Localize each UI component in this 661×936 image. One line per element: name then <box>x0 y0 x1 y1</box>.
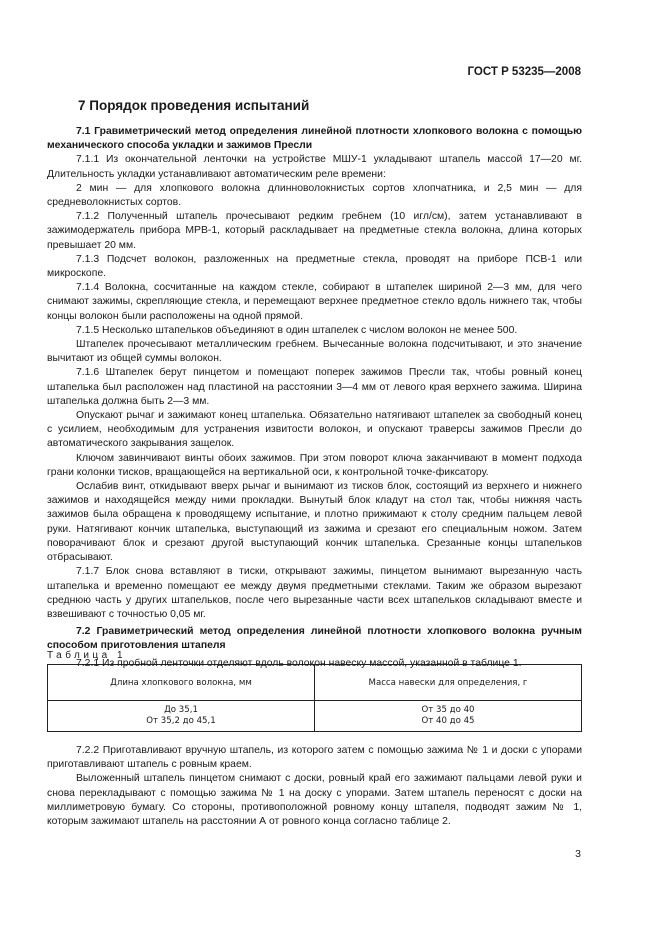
table-header-cell: Масса навески для определения, г <box>315 665 582 701</box>
section-title: 7 Порядок проведения испытаний <box>78 98 310 113</box>
paragraph: 7.1.6 Штапелек берут пинцетом и помещают поперек зажимов Пресли так, чтобы ровный конец штапелька был расположен над пластиной на расстоянии 3—4 мм от левого края верхнего зажима. Ширина штапелька должна быть 2—3 мм. <box>47 367 582 407</box>
subsection-heading-7-2: 7.2 Гравиметрический метод определения линейной плотности хлопкового волокна ручным способом приготовления штапеля <box>47 626 582 652</box>
table-cell <box>315 701 582 732</box>
paragraph: Ослабив винт, откидывают вверх рычаг и вынимают из тисков блок, состоящий из верхнего и нижнего зажимов и находящейся между ними прокладки. Вынутый блок кладут на стол так, чтобы нижняя часть зажимов была обращена к проводящему испытание, и плотно прижимают к столу средним пальцем левой руки. Натягивают кончик штапелька, выступающий из зажима и срезают его специальным ножом. Затем поворачивают блок и срезают другой выступающий кончик штапелька. Срезанные концы штапельков отбрасывают. <box>47 481 582 564</box>
paragraph: Штапелек прочесывают металлическим гребнем. Вычесанные волокна подсчитывают, и это значение вычитают из общей суммы волокон. <box>47 339 582 365</box>
paragraph: 7.1.1 Из окончательной ленточки на устройстве МШУ-1 укладывают штапель массой 17—20 мг. Длительность укладки устанавливают автоматическим реле времени: <box>47 154 582 180</box>
paragraph: 7.1.4 Волокна, сосчитанные на каждом стекле, собирают в штапелек шириной 2—3 мм, для чего снимают зажимы, скрепляющие стекла, и перемещают верхнее предметное стекло вдоль нижнего так, чтобы концы волокон были расположены на одной прямой. <box>47 282 582 322</box>
cell-line: От 35 до 40 <box>421 704 475 715</box>
paragraph: 2 мин — для хлопкового волокна длинноволокнистых сортов хлопчатника, и 2,5 мин — для средневолокнистых сортов. <box>47 182 582 209</box>
paragraph: Выложенный штапель пинцетом снимают с доски, ровный край его зажимают пальцами левой руки и снова перекладывают с помощью зажима № 1 на доску с упорами. Затем штапель переносят с доски на миллиметровую бумагу. Со стороны, противоположной ровному концу штапеля, подводят зажим № 1, которым зажимают штапель на расстоянии А от ровного конца согласно таблице 2. <box>47 773 582 828</box>
table-row <box>48 701 582 732</box>
cell-line: От 35,2 до 45,1 <box>146 716 216 726</box>
paragraph: 7.2.1 Из пробной ленточки отделяют вдоль волокон навеску массой, указанной в таблице 1. <box>76 657 522 669</box>
table-header-cell: Длина хлопкового волокна, мм <box>48 665 315 701</box>
table-1 <box>47 664 582 732</box>
subsection-heading-7-1: 7.1 Гравиметрический метод определения линейной плотности хлопкового волокна с помощью механического способа укладки и зажимов Пресли <box>47 126 582 152</box>
paragraph: 7.1.3 Подсчет волокон, разложенных на предметные стекла, проводят на приборе ПСВ-1 или микроскопе. <box>47 253 582 280</box>
table-header-row <box>48 665 582 701</box>
standard-header: ГОСТ Р 53235—2008 <box>467 66 581 78</box>
table-cell <box>48 701 315 732</box>
page-number: 3 <box>575 848 581 860</box>
cell-line: До 35,1 <box>164 704 198 715</box>
paragraph: 7.2.2 Приготавливают вручную штапель, из которого затем с помощью зажима № 1 и доски с упорами приготавливают штапель с ровным краем. <box>47 745 582 771</box>
paragraph: 7.1.2 Полученный штапель прочесывают редким гребнем (10 игл/см), затем устанавливают в зажимодержатель прибора МРВ-1, который раскладывает на предметные стекла волокна, длина которых превышает 20 мм. <box>47 211 582 251</box>
paragraph: 7.1.5 Несколько штапельков объединяют в один штапелек с числом волокон не менее 500. <box>76 324 518 336</box>
table-caption: Таблица 1 <box>47 650 127 661</box>
body-text-after-table <box>47 744 582 829</box>
paragraph: Опускают рычаг и зажимают конец штапелька. Обязательно натягивают штапелек за свободный конец с усилием, необходимым для устранения извитости волокон, и опускают траверсы зажимов Пресли до автоматического закрывания защелок. <box>47 410 582 450</box>
body-text <box>47 125 582 671</box>
paragraph: Ключом завинчивают винты обоих зажимов. При этом поворот ключа заканчивают в момент подхода грани колонки тисков, вращающейся на вертикальной оси, к контрольной точке-фиксатору. <box>47 452 582 478</box>
paragraph: 7.1.7 Блок снова вставляют в тиски, открывают зажимы, пинцетом вынимают вырезанную часть штапелька и временно помещают ее между двумя предметными стеклами. Таким же образом вырезают среднюю часть у других штапельков, после чего вырезанные части всех штапельков складывают вместе и взвешивают с точностью 0,05 мг. <box>47 566 582 620</box>
cell-line: От 40 до 45 <box>421 716 475 726</box>
